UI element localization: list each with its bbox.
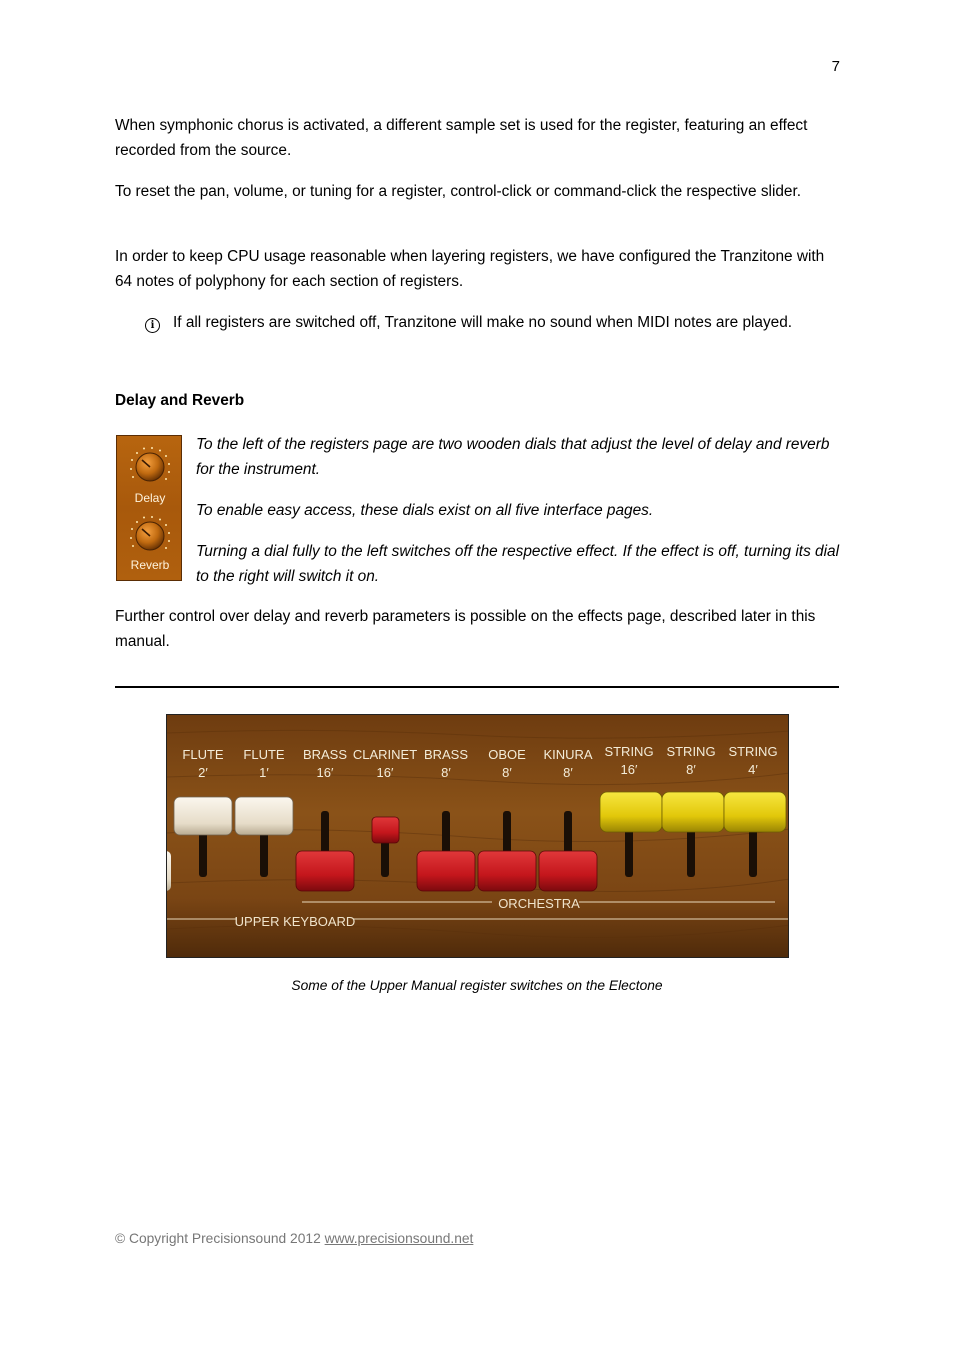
copyright-text: © Copyright Precisionsound 2012 bbox=[115, 1231, 321, 1246]
tab-name-label: BRASS bbox=[423, 747, 469, 762]
tab-name-label: STRING bbox=[666, 744, 716, 759]
info-note-text: If all registers are switched off, Tranzitone will make no sound when MIDI notes are played. bbox=[173, 314, 793, 331]
upper-keyboard-label: UPPER KEYBOARD bbox=[234, 914, 356, 929]
reverb-label: Reverb bbox=[130, 558, 170, 572]
paragraph-polyphony: In order to keep CPU usage reasonable when layering registers, we have configured the Tranzitone with 64 notes of polyphony for each section of registers. bbox=[115, 248, 825, 290]
tab-pitch-label: 8′ bbox=[441, 765, 451, 780]
tab-pitch-label: 2′ bbox=[198, 765, 208, 780]
figure-caption: Some of the Upper Manual register switches on the Electone bbox=[291, 978, 663, 993]
tab-pitch-label: 16′ bbox=[316, 765, 334, 780]
paragraph-effects-page: Further control over delay and reverb parameters is possible on the effects page, described later in this manual. bbox=[115, 608, 816, 650]
orchestra-label: ORCHESTRA bbox=[498, 896, 580, 911]
reverb-dial-icon[interactable] bbox=[130, 516, 170, 550]
website-link[interactable]: www.precisionsound.net bbox=[324, 1231, 474, 1246]
italic-paragraph-dials: To the left of the registers page are two wooden dials that adjust the level of delay and reverb for the instrument. bbox=[196, 436, 830, 478]
tab-pitch-label: 8′ bbox=[686, 762, 696, 777]
paragraph-reset: To reset the pan, volume, or tuning for a register, control-click or command-click the respective slider. bbox=[115, 183, 802, 200]
tab-pitch-label: 4′ bbox=[748, 762, 758, 777]
tab-name-label: FLUTE bbox=[182, 747, 224, 762]
horizontal-rule bbox=[115, 686, 839, 688]
italic-paragraph-access: To enable easy access, these dials exist on all five interface pages. bbox=[196, 502, 654, 519]
info-note bbox=[145, 310, 845, 335]
italic-paragraph-switch: Turning a dial fully to the left switches off the respective effect. If the effect is off, turning its dial to the right will switch it on. bbox=[196, 543, 840, 585]
register-switches-photo bbox=[166, 714, 789, 958]
tab-name-label: OBOE bbox=[488, 747, 526, 762]
section-heading: Delay and Reverb bbox=[115, 392, 245, 409]
tab-name-label: BRASS bbox=[302, 747, 348, 762]
delay-dial-icon[interactable] bbox=[130, 447, 170, 481]
register-switches-drawing bbox=[167, 715, 789, 958]
delay-label: Delay bbox=[134, 491, 166, 505]
tab-name-label: STRING bbox=[604, 744, 654, 759]
page-number: 7 bbox=[831, 58, 840, 75]
register-tab-switch-partial bbox=[167, 851, 171, 891]
tab-name-label: FLUTE bbox=[243, 747, 285, 762]
info-icon: i bbox=[145, 318, 160, 333]
tab-pitch-label: 8′ bbox=[502, 765, 512, 780]
paragraph-symphonic-chorus: When symphonic chorus is activated, a different sample set is used for the register, featuring an effect recorded from the source. bbox=[115, 117, 808, 159]
tab-pitch-label: 8′ bbox=[563, 765, 573, 780]
tab-pitch-label: 1′ bbox=[259, 765, 269, 780]
tab-pitch-label: 16′ bbox=[376, 765, 394, 780]
tab-name-label: KINURA bbox=[543, 747, 593, 762]
delay-reverb-dial-panel bbox=[116, 435, 182, 581]
footer bbox=[115, 1231, 473, 1246]
tab-name-label: CLARINET bbox=[352, 747, 418, 762]
tab-pitch-label: 16′ bbox=[620, 762, 638, 777]
tab-name-label: STRING bbox=[728, 744, 778, 759]
